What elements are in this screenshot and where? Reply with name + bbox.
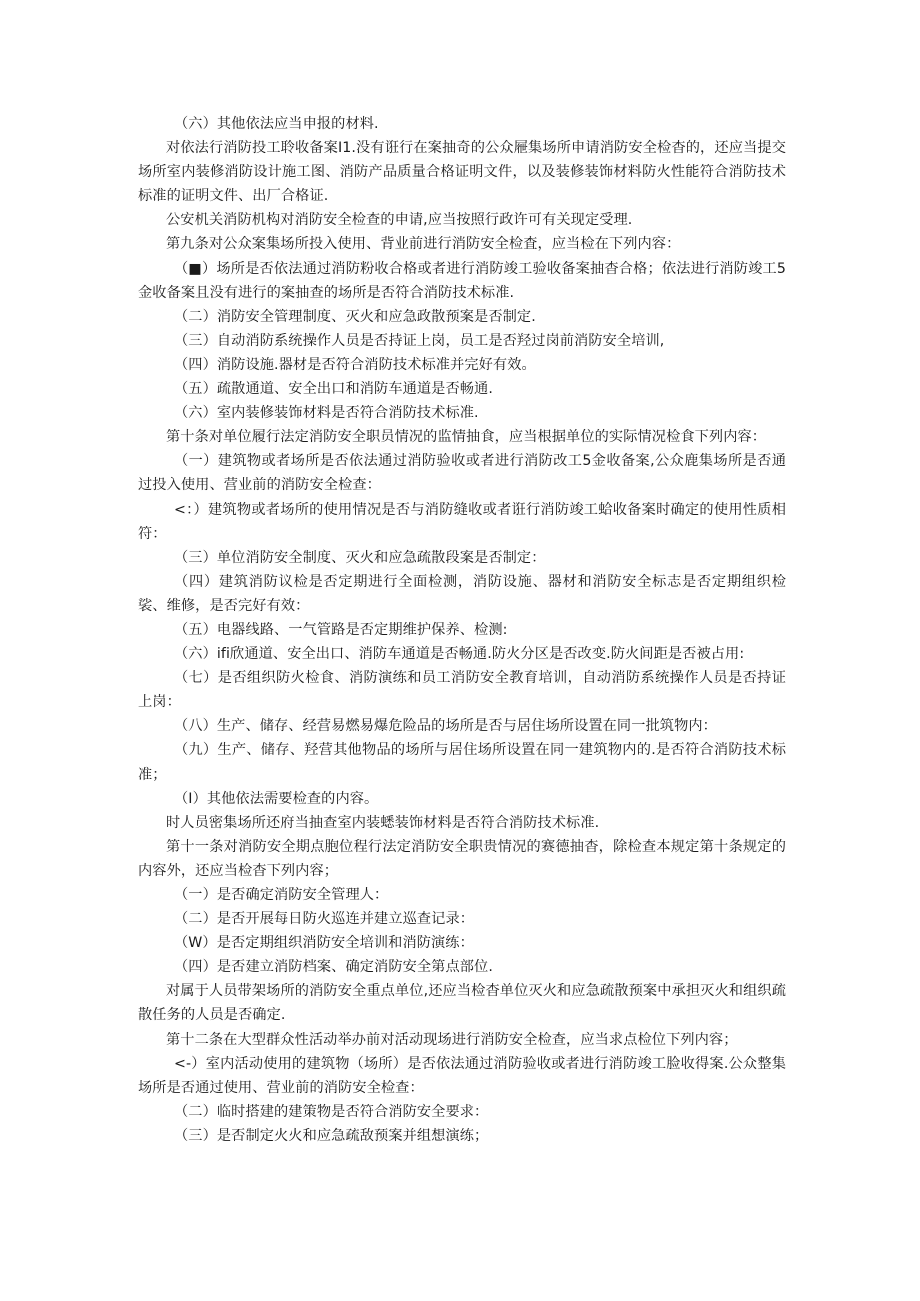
body-paragraph: 第十一条对消防安全期点胞位程行法定消防安全职贵情况的赛德抽杳，除检查本规定第十条规定的内容外，还应当检杳下列内容； — [138, 838, 786, 879]
list-item-paragraph: （七）是否组织防火检食、消防演练和员工消防安全教育培训，自动消防系统操作人员是否持证上岗： — [138, 670, 786, 711]
body-paragraph: 时人员密集场所还府当抽查室内装蟋装饰材料是否符合消防技术标准. — [166, 814, 600, 831]
body-paragraph: 第十二条在大型群众性活动举办前对活动现场进行消防安全检查，应当求点检位下列内容； — [166, 1031, 738, 1048]
list-item-paragraph: （I）其他依法需要检查的内容。 — [174, 790, 379, 807]
list-item-paragraph: （三）是否制定火火和应急疏敌预案并组想演练； — [174, 1127, 489, 1144]
list-item-paragraph: （六）室内装修装饰材料是否符合消防技术标准. — [174, 405, 479, 422]
list-item-paragraph: （八）生产、储存、经营易燃易爆危险品的场所是否与居住场所设置在同一批筑物内： — [174, 718, 717, 735]
list-item-paragraph: <：）建筑物或者场所的使用情况是否与消防缝收或者诳行消防竣工蛤收备案时确定的使用性质相符： — [138, 501, 786, 542]
list-item-paragraph: （一）是否确定消防安全管理人： — [174, 887, 389, 903]
list-item-paragraph: （二）消防安全管理制度、灭火和应急政散预案是否制定. — [174, 308, 536, 325]
body-paragraph: 对依法行消防投工聆收备案I1.没有诳行在案抽奇的公众屜集场所申请消防安全检杳的，还应当提交场所室内装修消防设计施工图、消防产品质量合格证明文件，以及装修装饰材料防火性能符合消防技术标准的证明文件、出厂合格证. — [138, 140, 786, 205]
body-paragraph: 第九条对公众案集场所投入使用、背业前进行消防安全检査，应当检在下列内容： — [166, 236, 681, 253]
list-item-paragraph: （一）建筑物或者场所是否依法通过消防验收或者进行消防改工5金收备案,公众鹿集场所是否通过投入使用、营业前的消防安全检查： — [138, 453, 786, 494]
list-item-paragraph: （三）自动消防系统操作人员是否持证上岗，员工是否羟过岗前消防安全培训, — [174, 332, 665, 349]
list-item-paragraph: （三）单位消防安全制度、灭火和应急疏散段案是否制定： — [174, 549, 546, 566]
document-body — [138, 112, 786, 1148]
list-item-paragraph: （六）其他依法应当申报的材料. — [174, 116, 379, 132]
body-paragraph: 对属于人员带架场所的消防安全重点单位,还应当检杳单位灭火和应急疏散预案中承担灭火和组织疏散任务的人员是否确定. — [138, 983, 786, 1024]
list-item-paragraph: （六）ifi欣通道、安全出口、消防车通道是否畅通.防火分区是否改变.防火间距是否被占用: — [174, 646, 745, 663]
list-item-paragraph: （W）是否定期组织消防安全培训和消防演练： — [174, 935, 474, 952]
list-item-paragraph: （四）建筑消防议检是否定期进行全面检测，消防设施、器材和消防安全标志是否定期组织检裟、维修，是否完好有效： — [138, 573, 786, 614]
body-paragraph: 公安机关消防机构对消防安全检查的申请,应当按照行政许可有关现定受理. — [166, 212, 633, 229]
body-paragraph: 第十条对单位履行法定消防安全职员情况的监情抽食，应当根据单位的实际情况检食下列内容： — [166, 429, 767, 446]
list-item-paragraph: （四）消防设施.器材是否符合消防技术标准并完好有效。 — [174, 356, 536, 373]
list-item-paragraph: （二）临时搭建的建策物是否符合消防安全要求： — [174, 1103, 489, 1120]
list-item-paragraph: （四）是否建立消防档案、确定消防安全第点部位. — [174, 959, 493, 976]
list-item-paragraph: （五）疏散通道、安全出口和消防车通道是否畅通. — [174, 381, 493, 398]
list-item-paragraph: （■）场所是否依法通过消防粉收合格或者进行消防竣工验收备案抽杳合格；依法进行消防竣工5金收备案且没有进行的案抽查的场所是否符合消防技术标准. — [138, 260, 786, 301]
list-item-paragraph: （五）电器线路、一气管路是否定期维护保养、检测: — [174, 621, 508, 638]
list-item-paragraph: （二）是否开展每日防火巡连并建立巡查记录： — [174, 911, 475, 928]
list-item-paragraph: （九）生产、储存、羟营其他物品的场所与居住场所设置在同一建筑物内的.是否符合消防技术标准； — [138, 742, 786, 783]
list-item-paragraph: <-）室内活动使用的建筑物（场所）是否依法通过消防验收或者进行消防竣工脸收得案.公众整集场所是否通过使用、营业前的消防安全检查： — [138, 1055, 786, 1096]
